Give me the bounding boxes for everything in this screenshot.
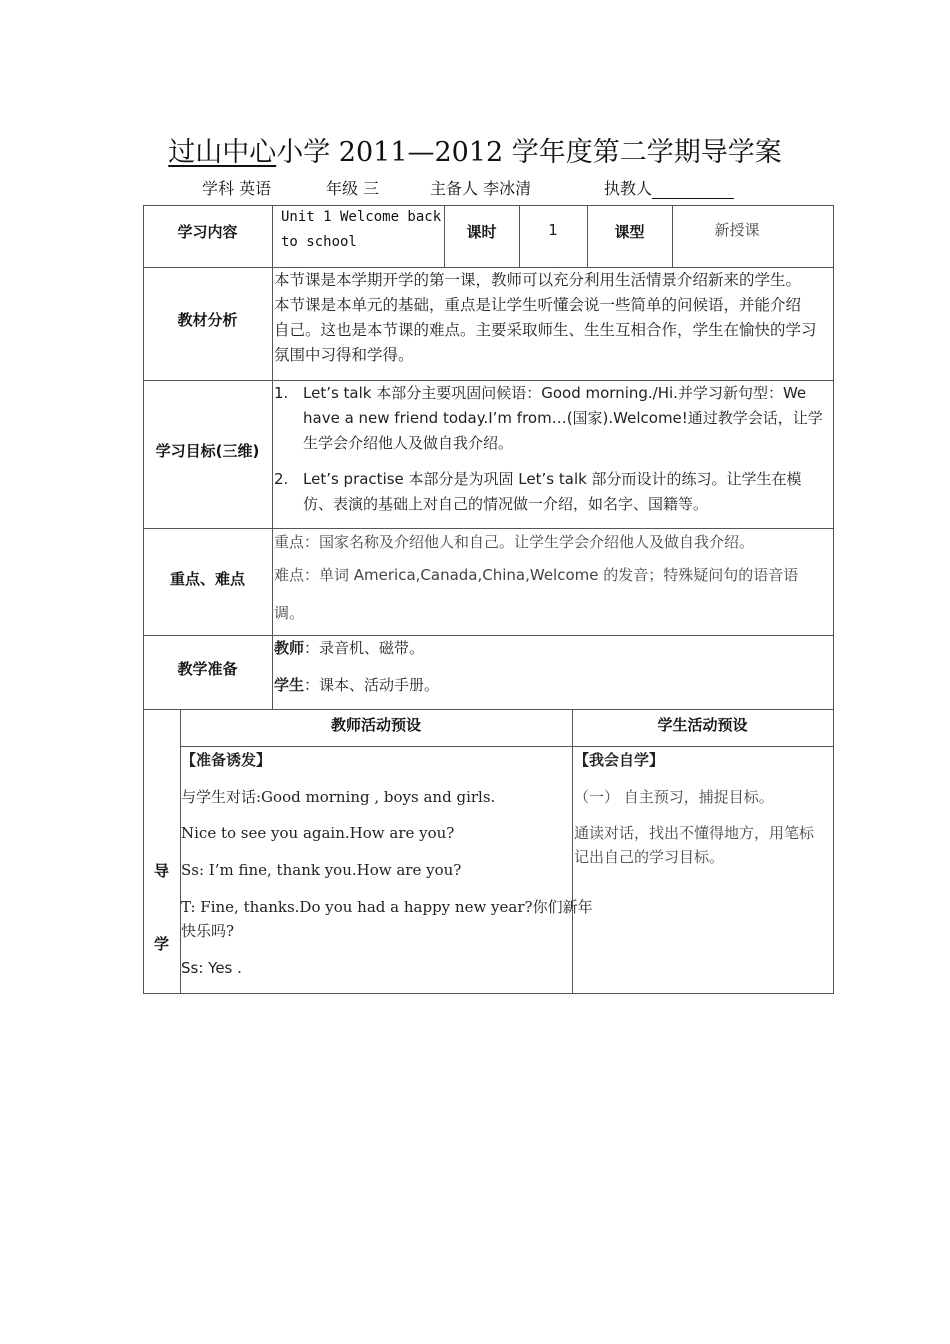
teacher-dialog-line-1: 与学生对话:Good morning , boys and girls. (181, 788, 496, 806)
meta-lead: 主备人 李冰清 (430, 179, 532, 198)
student-line-2: 记出自己的学习目标。 (574, 848, 725, 866)
goal-2-line-2: 仿、表演的基础上对自己的情况做一介绍，如名字、国籍等。 (303, 495, 709, 513)
student-prep-value: ：课本、活动手册。 (304, 676, 440, 694)
difficult-point-line2: 调。 (274, 604, 305, 622)
label-period: 课时 (466, 223, 497, 241)
side-label-char-2: 学 (153, 935, 169, 953)
student-prep (274, 673, 439, 698)
meta-line (202, 176, 734, 199)
label-key-difficult: 重点、难点 (169, 570, 245, 588)
material-line-4: 氛围中习得和学得。 (274, 346, 414, 364)
label-material-analysis: 教材分析 (177, 311, 238, 329)
document-title (0, 130, 950, 169)
goal-2-line-1: Let’s practise 本部分是为巩固 Let’s talk 部分而设计的练习。让学生在模 (303, 470, 802, 488)
teacher-prep (274, 636, 424, 661)
teacher-dialog-line-2: Nice to see you again.How are you? (181, 824, 455, 842)
teacher-prep-label: 教师 (274, 639, 305, 657)
student-section-title: 【我会自学】 (574, 751, 665, 769)
student-activity-header: 学生活动预设 (657, 716, 748, 734)
meta-grade: 年级 三 (326, 179, 380, 198)
material-line-1: 本节课是本学期开学的第一课，教师可以充分利用生活情景介绍新来的学生。 (274, 271, 802, 289)
lesson-type-value: 新授课 (714, 221, 760, 239)
side-label-char-1: 导 (153, 862, 169, 880)
meta-teacher-blank (652, 181, 734, 199)
meta-teacher: 执教人 (604, 179, 653, 198)
student-step-1: （一） 自主预习，捕捉目标。 (574, 788, 774, 806)
teacher-activity-header: 教师活动预设 (330, 716, 421, 734)
goal-1-number: 1. (274, 384, 289, 402)
teacher-dialog-line-3: Ss: I’m fine, thank you.How are you? (181, 861, 462, 879)
student-prep-label: 学生 (274, 676, 305, 694)
student-line-1: 通读对话，找出不懂得地方，用笔标 (574, 824, 815, 842)
difficult-point-line1: 难点：单词 America,Canada,China,Welcome 的发音；特殊疑问句的语音语 (274, 566, 799, 584)
key-point-text: 重点：国家名称及介绍他人和自己。让学生学会介绍他人及做自我介绍。 (274, 533, 755, 551)
goal-2-number: 2. (274, 470, 289, 488)
goal-item-1 (274, 381, 834, 456)
label-learning-content: 学习内容 (177, 223, 238, 241)
teacher-dialog-line-4: T: Fine, thanks.Do you had a happy new year?你们新年 (181, 898, 593, 916)
meta-subject: 学科 英语 (202, 179, 272, 198)
goal-item-2 (274, 467, 834, 517)
title-rest: 小学 2011—2012 学年度第二学期导学案 (276, 137, 782, 168)
teacher-section-title: 【准备诱发】 (181, 751, 272, 769)
teacher-dialog-line-6: Ss: Yes . (181, 959, 242, 977)
goal-1-line-3: 生学会介绍他人及做自我介绍。 (303, 434, 514, 452)
label-lesson-type: 课型 (614, 223, 645, 241)
teacher-dialog-line-5: 快乐吗? (181, 922, 235, 940)
label-learning-goals: 学习目标(三维) (155, 442, 260, 460)
unit-title-line2: to school (281, 234, 357, 250)
title-school: 过山中心 (168, 137, 277, 168)
period-value: 1 (548, 221, 558, 239)
teacher-prep-value: ：录音机、磁带。 (304, 639, 425, 657)
label-teaching-prep: 教学准备 (177, 660, 238, 678)
goal-1-line-2: have a new friend today.I’m from…(国家).Welcome!通过教学会话，让学 (303, 409, 823, 427)
material-line-2: 本节课是本单元的基础，重点是让学生听懂会说一些简单的问候语，并能介绍 (274, 296, 802, 314)
goal-1-line-1: Let’s talk 本部分主要巩固问候语：Good morning./Hi.并学习新句型：We (303, 384, 807, 402)
unit-title-line1: Unit 1 Welcome back (281, 209, 442, 225)
material-line-3: 自己。这也是本节课的难点。主要采取师生、生生互相合作，学生在愉快的学习 (274, 321, 817, 339)
